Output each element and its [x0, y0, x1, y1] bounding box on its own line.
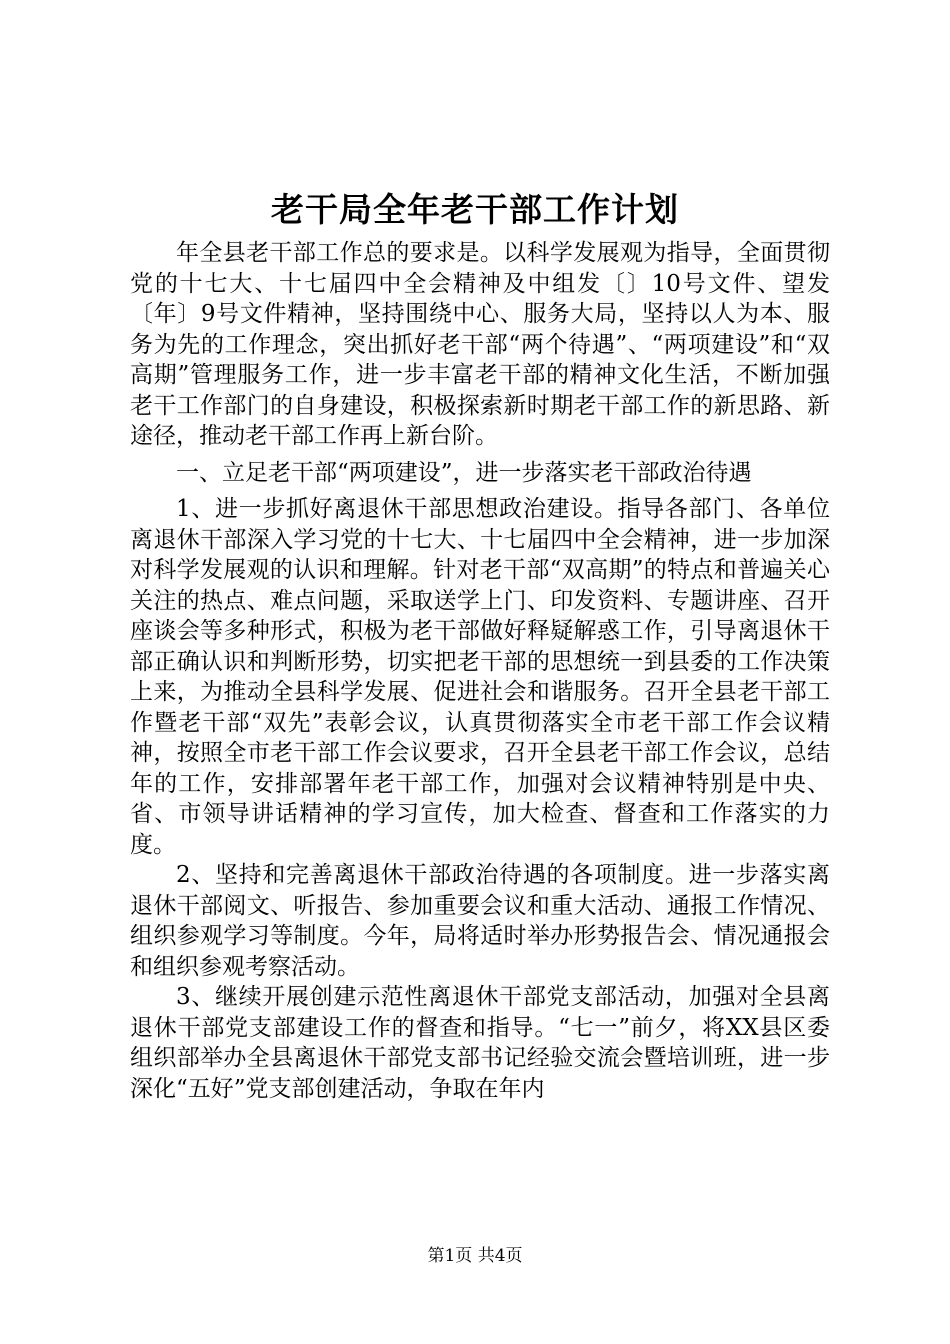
document-body	[130, 238, 830, 1104]
document-title: 老干局全年老干部工作计划	[271, 190, 679, 229]
paragraph-item-3: 3、继续开展创建示范性离退休干部党支部活动，加强对全县离退休干部党支部建设工作的督查和指导。“七一”前夕，将XX县区委组织部举办全县离退休干部党支部书记经验交流会暨培训班，进一步深化“五好”党支部创建活动，争取在年内	[130, 984, 830, 1102]
paragraph-intro: 年全县老干部工作总的要求是。以科学发展观为指导，全面贯彻党的十七大、十七届四中全会精神及中组发〔〕10号文件、望发〔年〕9号文件精神，坚持围绕中心、服务大局，坚持以人为本、服务为先的工作理念，突出抓好老干部“两个待遇”、“两项建设”和“双高期”管理服务工作，进一步丰富老干部的精神文化生活，不断加强老干工作部门的自身建设，积极探索新时期老干部工作的新思路、新途径，推动老干部工作再上新台阶。	[130, 240, 830, 449]
section-heading-1: 一、立足老干部“两项建设”，进一步落实老干部政治待遇	[176, 459, 752, 486]
paragraph-item-1: 1、进一步抓好离退休干部思想政治建设。指导各部门、各单位离退休干部深入学习党的十七大、十七届四中全会精神，进一步加深对科学发展观的认识和理解。针对老干部“双高期”的特点和普遍关心关注的热点、难点问题，采取送学上门、印发资料、专题讲座、召开座谈会等多种形式，积极为老干部做好释疑解惑工作，引导离退休干部正确认识和判断形势，切实把老干部的思想统一到县委的工作决策上来，为推动全县科学发展、促进社会和谐服务。召开全县老干部工作暨老干部“双先”表彰会议，认真贯彻落实全市老干部工作会议精神，按照全市老干部工作会议要求，召开全县老干部工作会议，总结年的工作，安排部署年老干部工作，加强对会议精神特别是中央、省、市领导讲话精神的学习宣传，加大检查、督查和工作落实的力度。	[130, 496, 830, 858]
page-footer: 第1页 共4页	[427, 1246, 523, 1266]
paragraph-item-2: 2、坚持和完善离退休干部政治待遇的各项制度。进一步落实离退休干部阅文、听报告、参加重要会议和重大活动、通报工作情况、组织参观学习等制度。今年，局将适时举办形势报告会、情况通报会和组织参观考察活动。	[130, 862, 830, 980]
